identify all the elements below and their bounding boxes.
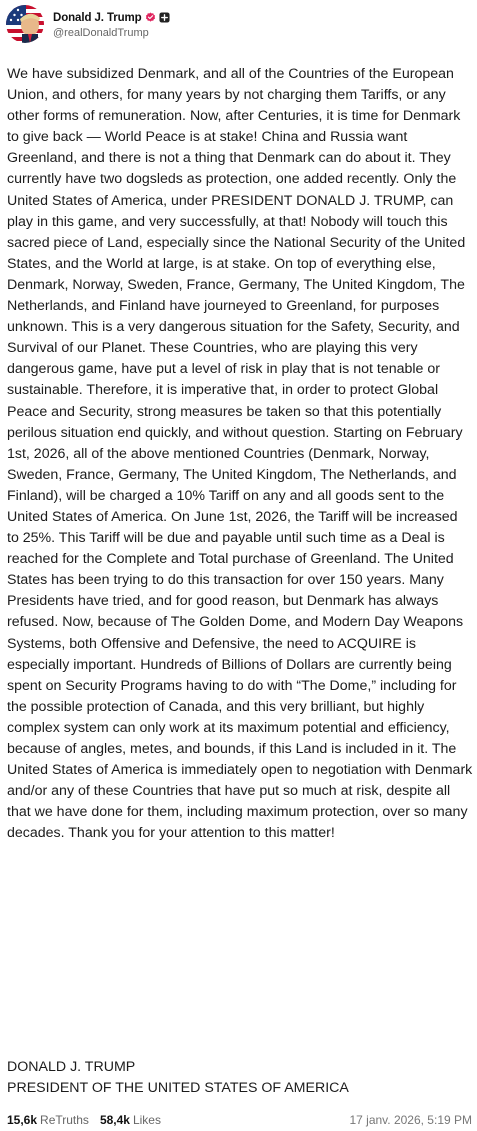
verified-badge-icon: [145, 12, 156, 23]
author-handle[interactable]: @realDonaldTrump: [53, 26, 149, 39]
avatar-flag-icon: [6, 5, 44, 43]
author-info: [53, 10, 170, 39]
author-display-name[interactable]: Donald J. Trump: [53, 11, 142, 24]
retruths-label: ReTruths: [40, 1113, 89, 1127]
post-header: [6, 4, 170, 44]
post-signature: [7, 1057, 473, 1099]
likes-stat[interactable]: [100, 1113, 161, 1127]
retruths-stat[interactable]: [7, 1113, 89, 1127]
name-row: [53, 10, 170, 26]
signature-name: DONALD J. TRUMP: [7, 1059, 136, 1075]
signature-title: PRESIDENT OF THE UNITED STATES OF AMERICA: [7, 1080, 349, 1097]
likes-count: 58,4k: [99, 1113, 130, 1127]
plus-badge-icon: [159, 12, 170, 23]
post-footer: [7, 1110, 472, 1130]
retruths-count: 15,6k: [7, 1113, 38, 1127]
likes-label: Likes: [132, 1113, 161, 1127]
post-timestamp[interactable]: 17 janv. 2026, 5:19 PM: [349, 1113, 472, 1127]
post-body: We have subsidized Denmark, and all of the Countries of the European Union, and others, for many years by not charging them Tariffs, or any other forms of remuneration. Now, after Centuries, it is time for Denmark to give back — World Peace is at stake! China and Russia want Greenland, and there is not a thing that Denmark can do about it. They currently have two dogsleds as protection, one added recently. Only the United States of America, under PRESIDENT DONALD J. TRUMP, can play in this game, and very successfully, at that! Nobody will touch this sacred piece of Land, especially since the National Security of the United States, and the World at large, is at stake. On top of everything else, Denmark, Norway, Sweden, France, Germany, The United Kingdom, The Netherlands, and Finland have journeyed to Greenland, for purposes unknown. This is a very dangerous situation for the Safety, Security, and Survival of our Planet. These Countries, who are playing this very dangerous game, have put a level of risk in play that is not tenable or sustainable. Therefore, it is imperative that, in order to protect Global Peace and Security, strong measures be taken so that this potentially perilous situation end quickly, and without question. Starting on February 1st, 2026, all of the above mentioned Countries (Denmark, Norway, Sweden, France, Germany, The United Kingdom, The Netherlands, and Finland), will be charged a 10% Tariff on any and all goods sent to the United States of America. On June 1st, 2026, the Tariff will be increased to 25%. This Tariff will be due and payable until such time as a Deal is reached for the Complete and Total purchase of Greenland. The United States has been trying to do this transaction for over 150 years. Many Presidents have tried, and for good reason, but Denmark has always refused. Now, because of The Golden Dome, and Modern Day Weapons Systems, both Offensive and Defensive, the need to ACQUIRE is especially important. Hundreds of Billions of Dollars are currently being spent on Security Programs having to do with “The Dome,” including for the possible protection of Canada, and this very brilliant, but highly complex system can only work at its maximum potential and efficiency, because of angles, metes, and bounds, if this Land is included in it. The United States of America is immediately open to negotiation with Denmark and/or any of these Countries that have put so much at risk, despite all that we have done for them, including maximum protection, over so many decades. Thank you for your attention to this matter!: [7, 66, 473, 842]
avatar[interactable]: [6, 5, 44, 43]
